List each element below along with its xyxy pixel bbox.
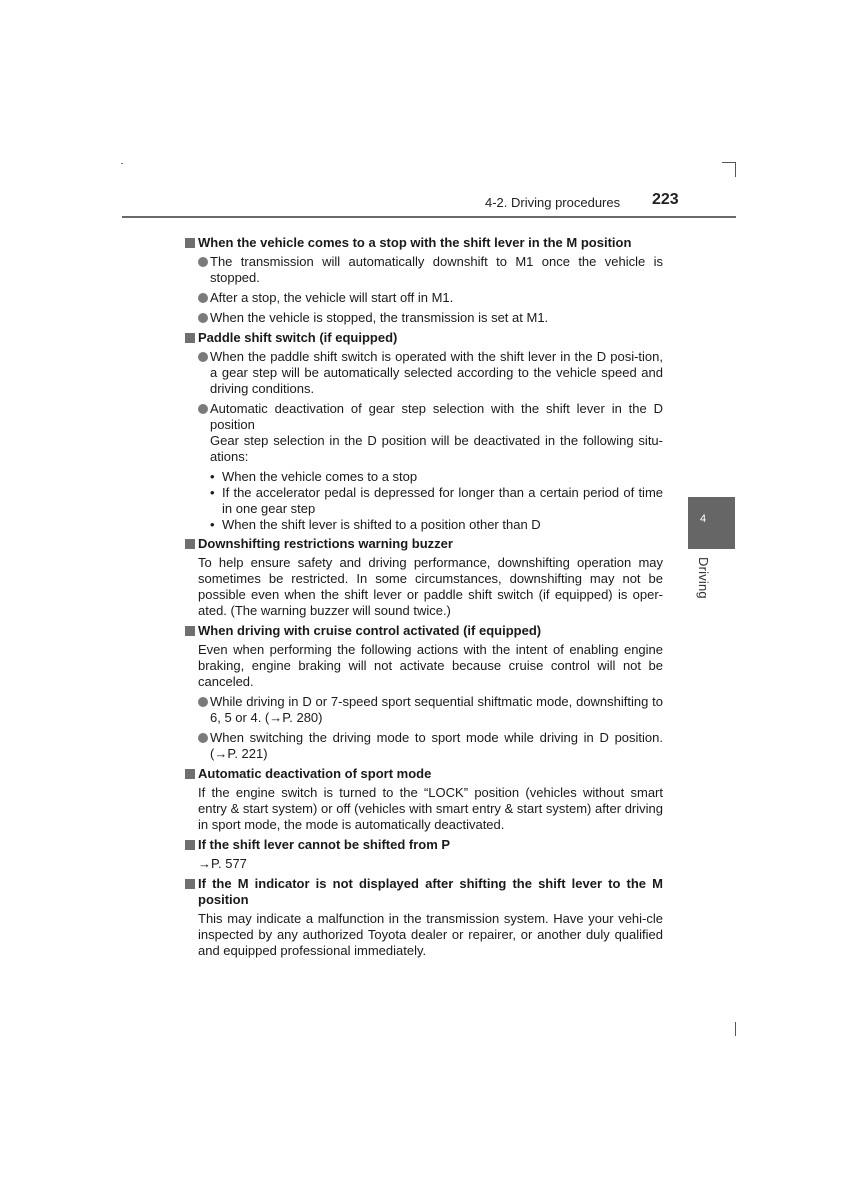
crop-mark-dot [121, 163, 123, 164]
list-item [185, 290, 663, 306]
square-bullet-icon [185, 333, 195, 343]
section-paddle-shift [185, 330, 663, 533]
section-paragraph: This may indicate a malfunction in the transmission system. Have your vehi-cle inspected by any authorized Toyota dealer or repairer, or another duly qualified and equipped professional immediately. [198, 911, 663, 958]
list-item [185, 254, 663, 286]
page-content [185, 235, 663, 963]
list-item-text: When the vehicle is stopped, the transmission is set at M1. [210, 310, 549, 325]
section-paragraph: Even when performing the following actions with the intent of enabling engine braking, engine braking will not activate because cruise control will not be canceled. [198, 642, 663, 689]
list-item [185, 730, 663, 762]
sub-list-item [185, 517, 663, 533]
square-bullet-icon [185, 626, 195, 636]
section-heading [185, 837, 663, 853]
crop-mark-top-right-vertical [735, 162, 736, 177]
section-heading-text: When the vehicle comes to a stop with the shift lever in the M position [198, 235, 632, 250]
circle-bullet-icon [198, 352, 208, 362]
section-heading [185, 623, 663, 639]
section-paragraph: To help ensure safety and driving performance, downshifting operation may sometimes be restricted. In some circumstances, downshifting may not be possible even when the shift lever or paddle shift switch (if equipped) is oper-ated. (The warning buzzer will sound twice.) [198, 555, 663, 618]
section-shift-from-p [185, 837, 663, 872]
sub-bullet-marker: • [210, 469, 215, 484]
section-downshift-buzzer [185, 536, 663, 619]
section-paragraph: If the engine switch is turned to the “LOCK” position (vehicles without smart entry & start system) or off (vehicles with smart entry & start system) after driving in sport mode, the mode is automatically deactivated. [198, 785, 663, 832]
section-heading-text: If the shift lever cannot be shifted from P [198, 837, 451, 852]
crop-mark-bottom-right [735, 1022, 736, 1036]
section-heading-text: Automatic deactivation of sport mode [198, 766, 432, 781]
header-divider [122, 216, 736, 218]
list-item [185, 694, 663, 726]
list-item-text: After a stop, the vehicle will start off in M1. [210, 290, 454, 305]
chapter-tab-number: 4 [699, 513, 707, 525]
circle-bullet-icon [198, 313, 208, 323]
list-item [185, 310, 663, 326]
section-cruise-control [185, 623, 663, 762]
section-heading [185, 536, 663, 552]
square-bullet-icon [185, 840, 195, 850]
page-number: 223 [652, 191, 679, 208]
list-item-text: While driving in D or 7-speed sport sequential shiftmatic mode, downshifting to 6, 5 or 4. (→P. 280) [210, 694, 663, 725]
chapter-tab [688, 497, 735, 549]
sub-list-item-text: When the vehicle comes to a stop [222, 469, 418, 484]
list-item-text: The transmission will automatically downshift to M1 once the vehicle is stopped. [210, 254, 663, 285]
page-reference: →P. 577 [198, 856, 247, 871]
list-item [185, 401, 663, 465]
section-heading [185, 876, 663, 908]
chapter-tab-title: Driving [696, 557, 711, 599]
header-section-title: 4-2. Driving procedures [485, 195, 621, 210]
list-item-text: When the paddle shift switch is operated with the shift lever in the D posi-tion, a gear step will be automatically selected according to the vehicle speed and driving conditions. [210, 349, 663, 396]
sub-list-item [185, 469, 663, 485]
square-bullet-icon [185, 879, 195, 889]
list-item-continuation: Gear step selection in the D position will be deactivated in the following situ-ations: [210, 433, 663, 464]
section-stop-in-m [185, 235, 663, 326]
section-heading [185, 330, 663, 346]
list-item-text: Automatic deactivation of gear step selection with the shift lever in the D position [210, 401, 663, 432]
sub-list-item-text: When the shift lever is shifted to a position other than D [222, 517, 541, 532]
circle-bullet-icon [198, 257, 208, 267]
section-m-indicator [185, 876, 663, 959]
section-sport-mode [185, 766, 663, 833]
circle-bullet-icon [198, 293, 208, 303]
circle-bullet-icon [198, 404, 208, 414]
circle-bullet-icon [198, 733, 208, 743]
list-item [185, 349, 663, 397]
section-heading-text: Downshifting restrictions warning buzzer [198, 536, 453, 551]
section-heading [185, 766, 663, 782]
section-heading-text: Paddle shift switch (if equipped) [198, 330, 398, 345]
section-heading-text: When driving with cruise control activated (if equipped) [198, 623, 542, 638]
sub-list-item-text: If the accelerator pedal is depressed for longer than a certain period of time in one gear step [222, 485, 663, 516]
circle-bullet-icon [198, 697, 208, 707]
sub-bullet-marker: • [210, 485, 215, 500]
sub-bullet-marker: • [210, 517, 215, 532]
crop-mark-top-right-horizontal [722, 162, 736, 163]
sub-list-item [185, 485, 663, 517]
square-bullet-icon [185, 539, 195, 549]
section-heading [185, 235, 663, 251]
square-bullet-icon [185, 769, 195, 779]
list-item-text: When switching the driving mode to sport mode while driving in D position. (→P. 221) [210, 730, 663, 761]
section-heading-text: If the M indicator is not displayed after shifting the shift lever to the M position [198, 876, 663, 907]
square-bullet-icon [185, 238, 195, 248]
